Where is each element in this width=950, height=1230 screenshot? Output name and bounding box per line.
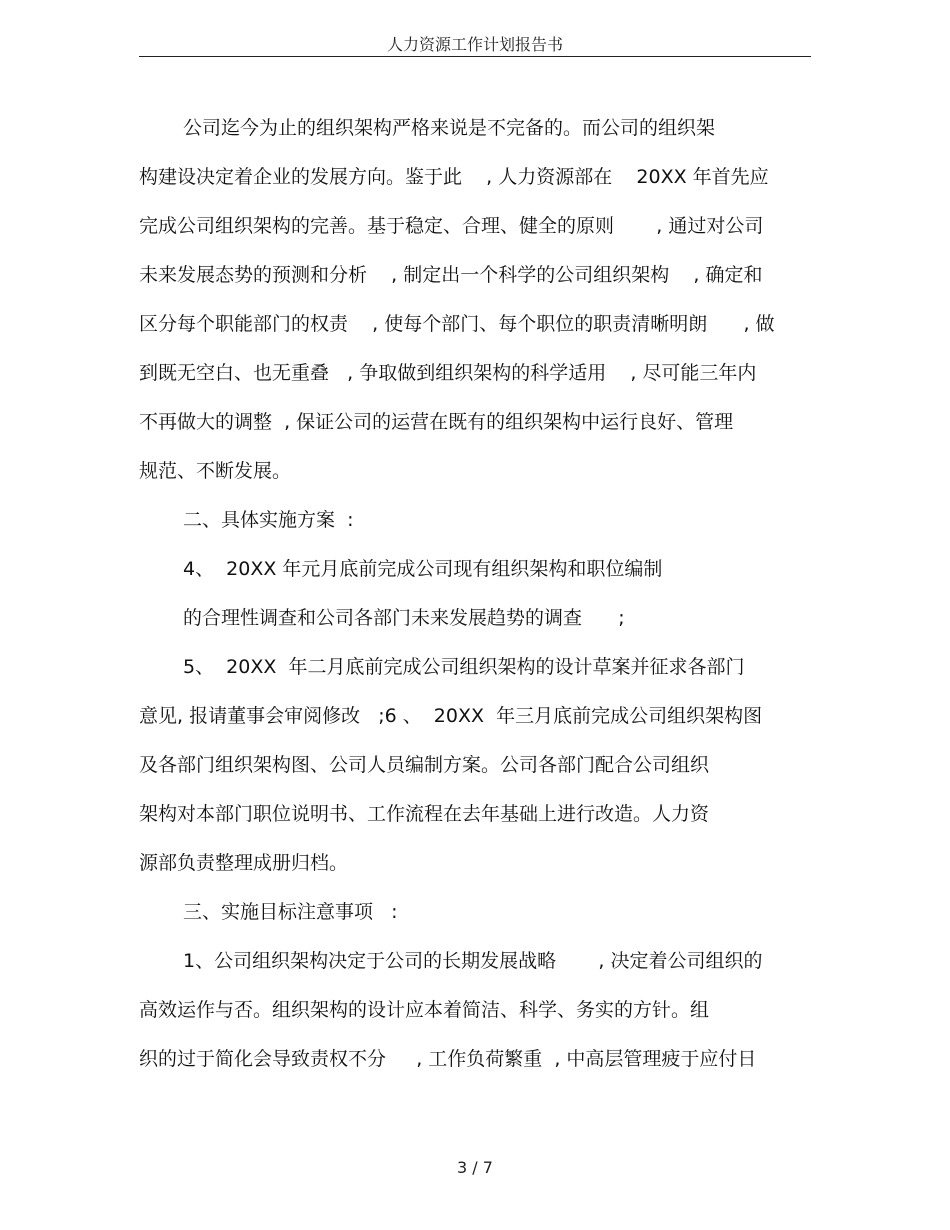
body-line: 构建设决定着企业的发展方向。鉴于此 , 人力资源部在 20XX 年首先应 [139,166,769,188]
body-line: 未来发展态势的预测和分析 , 制定出一个科学的公司组织架构 , 确定和 [139,264,763,286]
section-heading: 三、实施目标注意事项 : [183,901,398,923]
header-divider [139,56,811,57]
body-line: 意见, 报请董事会审阅修改 ;6 、 20XX 年三月底前完成公司组织架构图 [139,705,763,727]
body-line: 规范、不断发展。 [139,460,292,482]
body-line: 及各部门组织架构图、公司人员编制方案。公司各部门配合公司组织 [139,754,710,776]
body-line: 4、 20XX 年元月底前完成公司现有组织架构和职位编制 [183,558,663,580]
body-line: 高效运作与否。组织架构的设计应本着简洁、科学、务实的方针。组 [139,999,710,1021]
body-line: 织的过于简化会导致责权不分 , 工作负荷繁重 , 中高层管理疲于应付日 [139,1048,757,1070]
page-header-title: 人力资源工作计划报告书 [386,35,563,54]
body-line: 1、公司组织架构决定于公司的长期发展战略 , 决定着公司组织的 [183,950,763,972]
section-heading: 二、具体实施方案 : [183,509,354,531]
body-line: 源部负责整理成册归档。 [139,852,349,874]
document-body [139,104,819,1084]
body-line: 公司迄今为止的组织架构严格来说是不完备的。而公司的组织架 [183,117,716,139]
body-line: 5、 20XX 年二月底前完成公司组织架构的设计草案并征求各部门 [183,656,745,678]
body-line: 架构对本部门职位说明书、工作流程在去年基础上进行改造。人力资 [139,803,710,825]
body-line: 的合理性调查和公司各部门未来发展趋势的调查 ; [183,607,625,629]
body-line: 不再做大的调整 , 保证公司的运营在既有的组织架构中运行良好、管理 [139,411,734,433]
body-line: 完成公司组织架构的完善。基于稳定、合理、健全的原则 , 通过对公司 [139,215,764,237]
body-line: 到既无空白、也无重叠 , 争取做到组织架构的科学适用 , 尽可能三年内 [139,362,757,384]
body-line: 区分每个职能部门的权责 , 使每个部门、每个职位的职责清晰明朗 , 做 [139,313,775,335]
page-number: 3 / 7 [457,1158,493,1177]
